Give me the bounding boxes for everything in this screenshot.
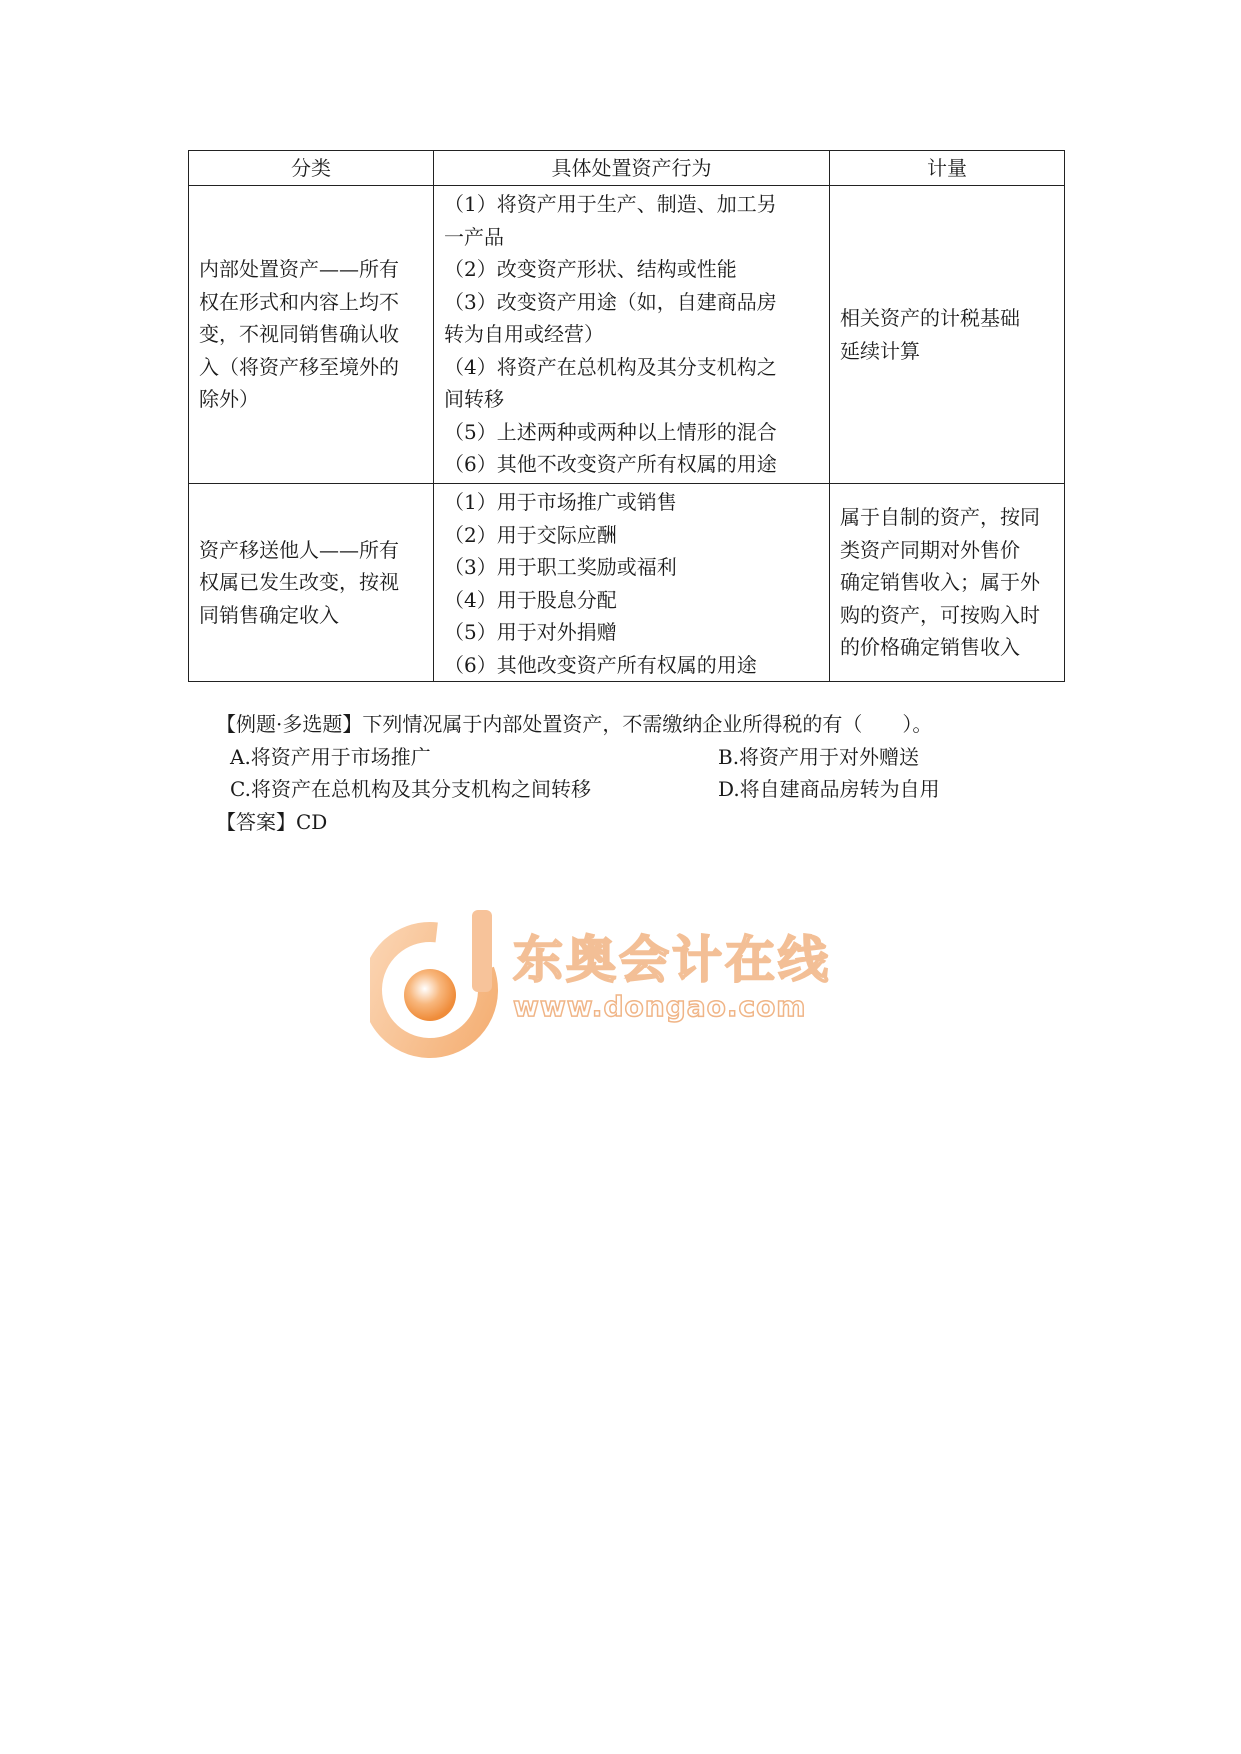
cell-line: 资产移送他人——所有	[199, 537, 399, 562]
cell-line: 除外）	[199, 387, 259, 412]
header-category: 分类	[189, 151, 434, 186]
action-item: （5）用于对外捐赠	[444, 620, 617, 644]
action-item: （6）其他改变资产所有权属的用途	[444, 652, 757, 677]
action-item: （4）将资产在总机构及其分支机构之	[444, 354, 777, 379]
dongao-watermark-logo	[370, 890, 840, 1070]
action-item: （3）用于职工奖励或福利	[444, 555, 677, 579]
action-item: （2）用于交际应酬	[444, 522, 617, 547]
question-options	[230, 741, 1076, 806]
cell-line: 购的资产，可按购入时	[840, 602, 1040, 627]
cell-line: 权在形式和内容上均不	[199, 289, 399, 314]
action-item: 转为自用或经营）	[444, 322, 604, 346]
table-header-row	[189, 151, 1065, 186]
action-item: （5）上述两种或两种以上情形的混合	[444, 419, 777, 444]
action-item: （6）其他不改变资产所有权属的用途	[444, 452, 777, 476]
cell-line: 类资产同期对外售价	[840, 537, 1020, 562]
cell-line: 相关资产的计税基础	[840, 306, 1020, 330]
cell-line: 内部处置资产——所有	[199, 257, 399, 282]
cell-line: 的价格确定销售收入	[840, 635, 1020, 660]
logo-brand-text: 东奥会计在线	[513, 931, 831, 989]
cell-line: 变，不视同销售确认收	[199, 322, 399, 347]
action-item: （4）用于股息分配	[444, 587, 617, 612]
cell-line: 同销售确定收入	[199, 602, 339, 627]
option-a: A.将资产用于市场推广	[230, 744, 431, 769]
option-b: B.将资产用于对外赠送	[718, 744, 920, 769]
action-item: 一产品	[444, 224, 504, 249]
option-c: C.将资产在总机构及其分支机构之间转移	[230, 777, 591, 801]
cell-line: 权属已发生改变，按视	[199, 570, 399, 595]
action-item: （3）改变资产用途（如，自建商品房	[444, 289, 777, 314]
question-stem: 【例题·多选题】下列情况属于内部处置资产，不需缴纳企业所得税的有（ ）。	[216, 712, 933, 736]
cell-line: 确定销售收入；属于外	[840, 570, 1040, 595]
measurement-cell	[830, 484, 1065, 682]
action-item: （2）改变资产形状、结构或性能	[444, 257, 737, 281]
example-question	[216, 708, 1076, 838]
cell-line: 入（将资产移至境外的	[199, 354, 399, 379]
category-cell	[189, 484, 434, 682]
table-row	[189, 186, 1065, 484]
header-measurement: 计量	[830, 151, 1065, 186]
cell-line: 属于自制的资产，按同	[840, 505, 1040, 530]
category-cell	[189, 186, 434, 484]
action-item: （1）用于市场推广或销售	[444, 490, 677, 514]
action-item: 间转移	[444, 387, 504, 411]
table-row	[189, 484, 1065, 682]
cell-line: 延续计算	[840, 338, 920, 363]
option-d: D.将自建商品房转为自用	[718, 777, 940, 801]
actions-cell	[434, 186, 830, 484]
measurement-cell	[830, 186, 1065, 484]
action-item: （1）将资产用于生产、制造、加工另	[444, 192, 777, 216]
header-actions: 具体处置资产行为	[434, 151, 830, 186]
actions-cell	[434, 484, 830, 682]
asset-disposal-table	[188, 150, 1065, 682]
answer-line: 【答案】CD	[216, 809, 328, 834]
logo-url-text: www.dongao.com	[513, 990, 807, 1023]
